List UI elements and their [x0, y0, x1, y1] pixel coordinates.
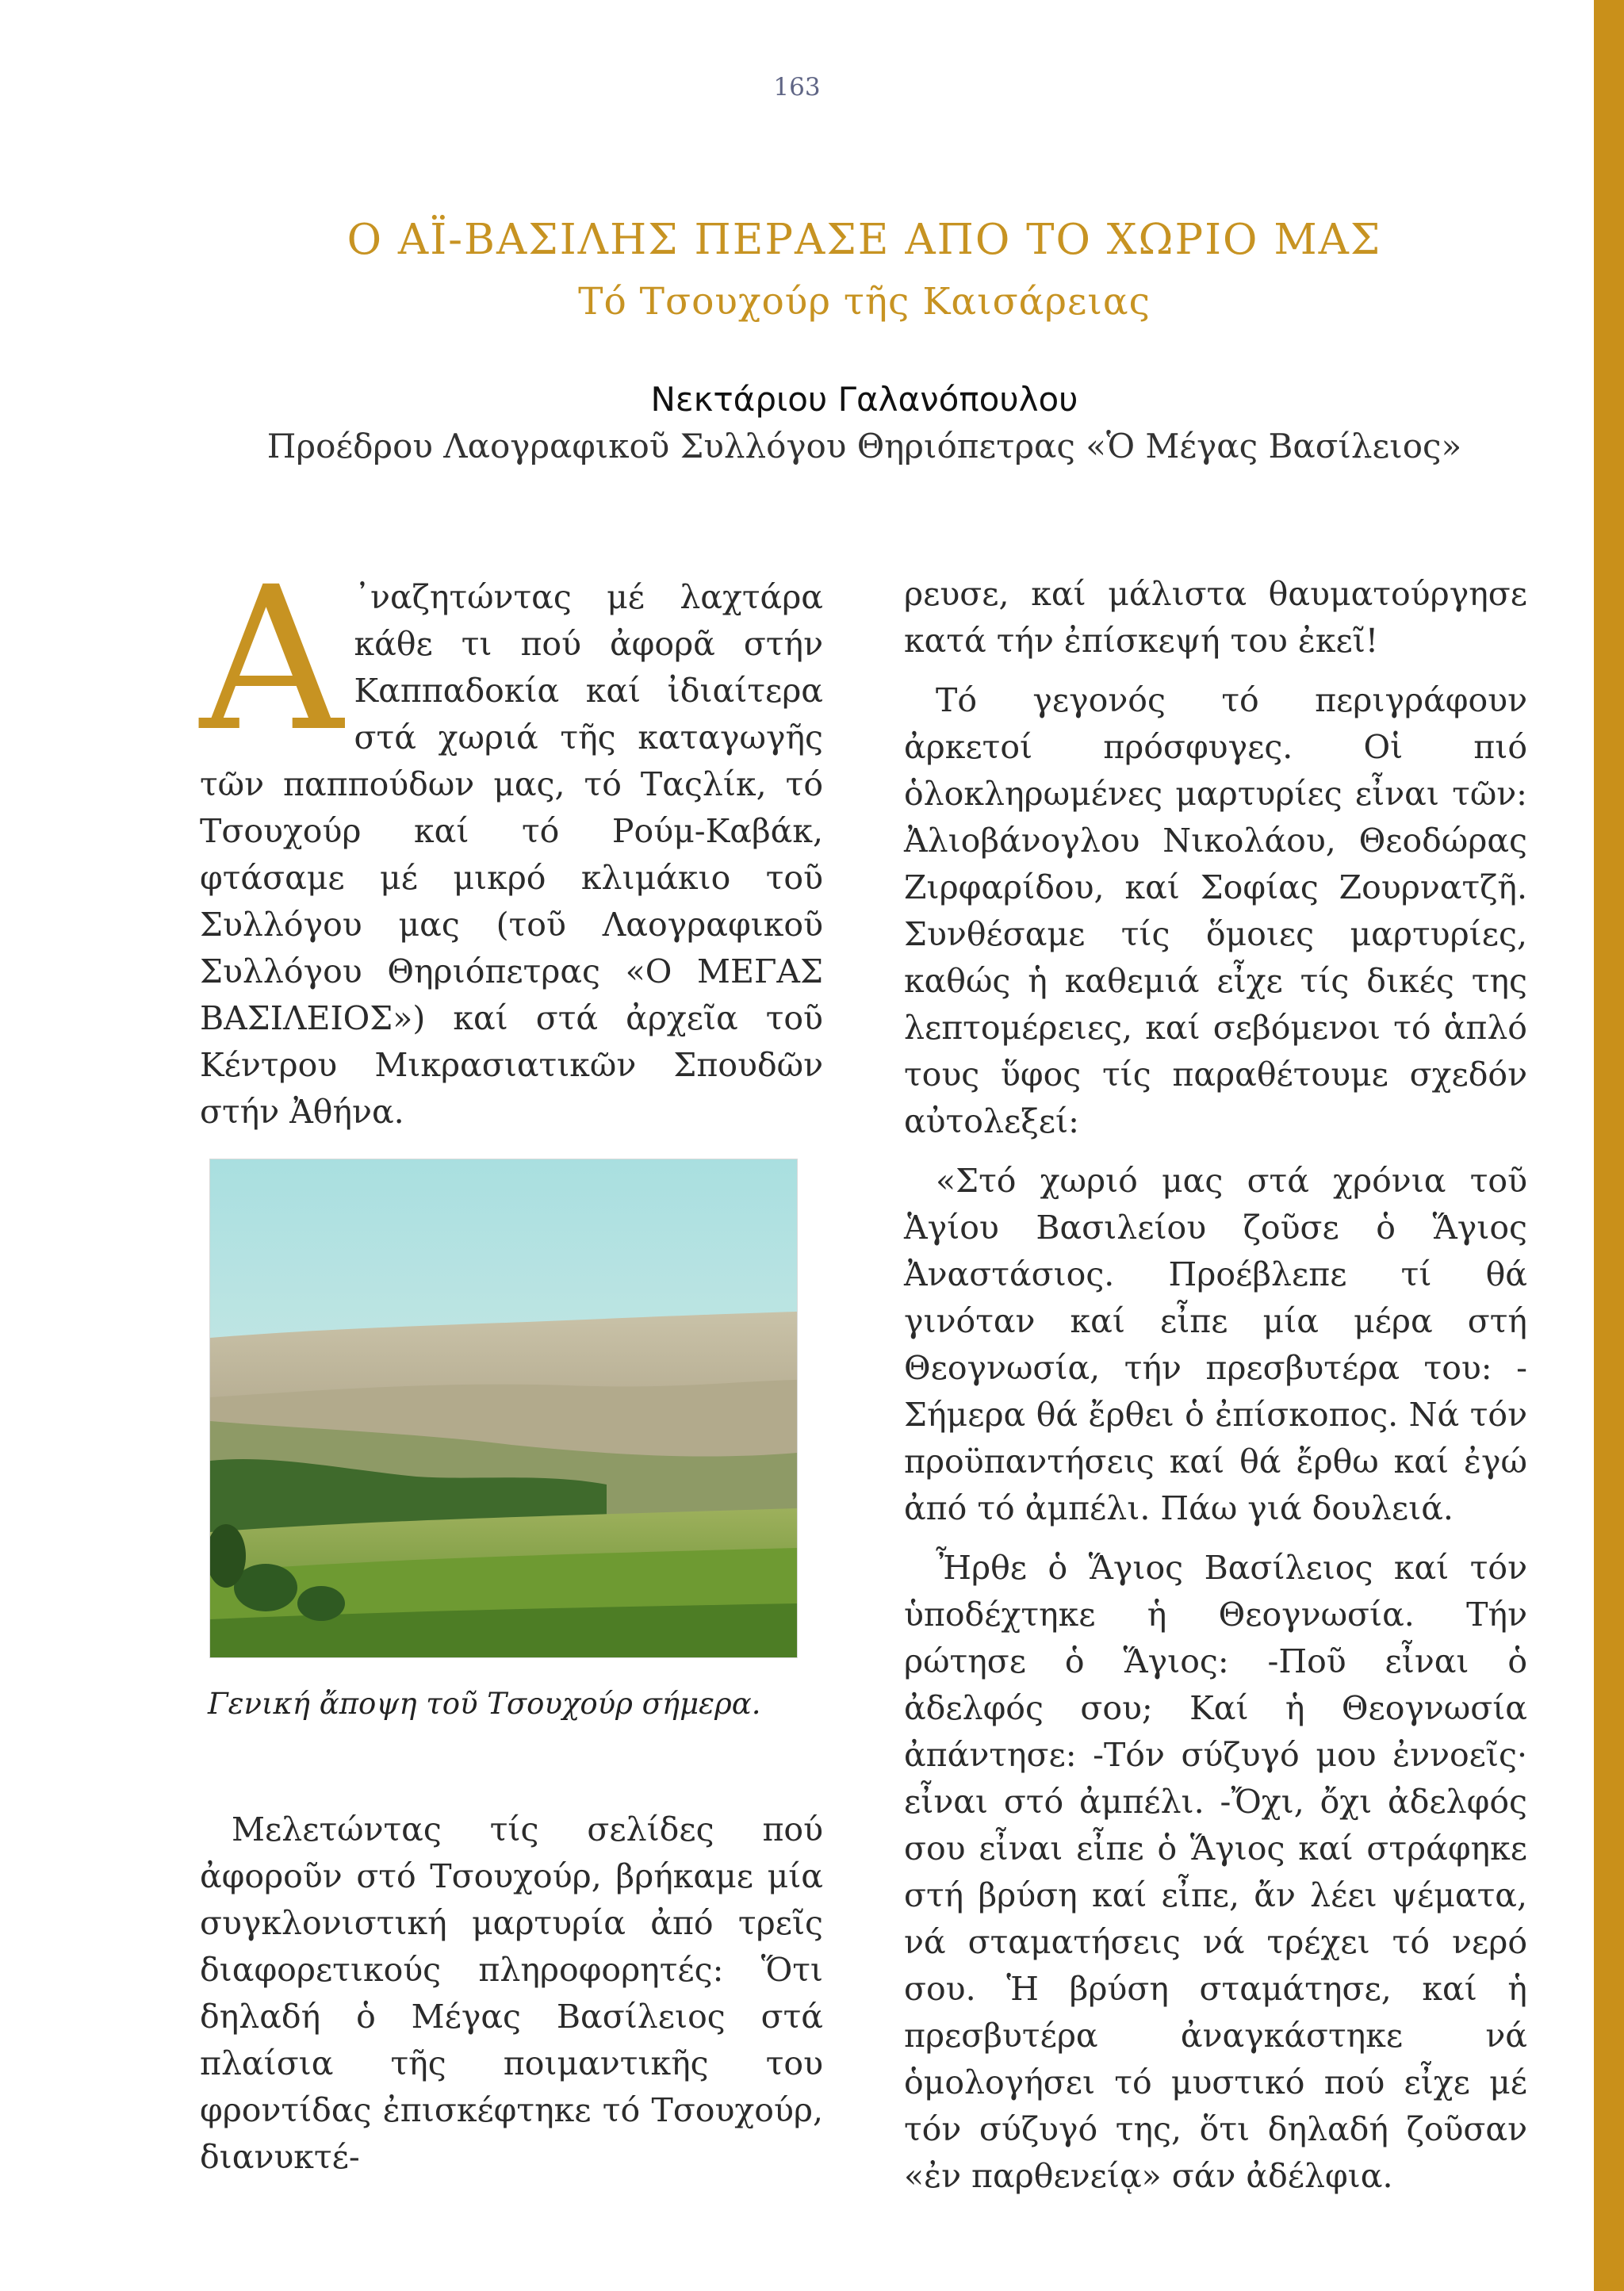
left-column-bottom — [200, 1806, 823, 2193]
body-paragraph: Μελετώντας τίς σελίδες πού ἀφοροῦν στό Τσουχούρ, βρήκαμε μία συγκλονιστική μαρτυρία ἀπό τρεῖς διαφορετικούς πληροφορητές: Ὅτι δηλαδή ὁ Μέγας Βασίλειος στά πλαίσια τῆς ποιμαντικῆς του φροντίδας ἐπισκέφτηκε τό Τσουχούρ, διανυκτέ- — [200, 1810, 823, 2176]
left-column-top — [200, 544, 823, 1148]
intro-paragraph — [200, 544, 823, 1136]
body-paragraph: Τό γεγονός τό περιγράφουν ἀρκετοί πρόσφυγες. Οἱ πιό ὁλοκληρωμένες μαρτυρίες εἶναι τῶν: Ἀλιοβάνογλου Νικολάου, Θεοδώρας Ζιρφαρίδου, καί Σοφίας Ζουρνατζῆ. Συνθέσαμε τίς ὅμοιες μαρτυρίες, καθώς ἡ καθεμιά εἶχε τίς δικές της λεπτομέρειες, καί σεβόμενοι τό ἁπλό τους ὕφος τίς παραθέτουμε σχεδόν αὐτολεξεί: — [904, 681, 1527, 1140]
landscape-photo-image — [210, 1159, 797, 1657]
article-subtitle: Τό Τσουχούρ τῆς Καισάρειας — [578, 280, 1151, 324]
author-affiliation: Προέδρου Λαογραφικοῦ Συλλόγου Θηριόπετρας «Ὁ Μέγας Βασίλειος» — [266, 427, 1462, 465]
side-accent-bar — [1594, 0, 1624, 2291]
body-paragraph: Ἦρθε ὁ Ἅγιος Βασίλειος καί τόν ὑποδέχτηκε ἡ Θεογνωσία. Τήν ρώτησε ὁ Ἅγιος: -Ποῦ εἶναι ὁ ἀδελφός σου; Καί ἡ Θεογνωσία ἀπάντησε: -Τόν σύζυγό μου ἐννοεῖς· εἶναι στό ἀμπέλι. -Ὄχι, ὄχι ἀδελφός σου εἶναι εἶπε ὁ Ἅγιος καί στράφηκε στή βρύση καί εἶπε, ἄν λέει ψέματα, νά σταματήσεις νά τρέχει τό νερό σου. Ἡ βρύση σταμάτησε, καί ἡ πρεσβυτέρα ἀναγκάστηκε νά ὁμολογήσει τό μυστικό πού εἶχε μέ τόν σύζυγό της, ὅτι δηλαδή ζοῦσαν «ἐν παρθενείᾳ» σάν ἀδέλφια. — [904, 1549, 1527, 2195]
photo-caption: Γενική ἄποψη τοῦ Τσουχούρ σήμερα. — [208, 1687, 761, 1721]
body-paragraph: «Στό χωριό μας στά χρόνια τοῦ Ἁγίου Βασιλείου ζοῦσε ὁ Ἅγιος Ἀναστάσιος. Προέβλεπε τί θά γινόταν καί εἶπε μία μέρα στή Θεογνωσία, τήν πρεσβυτέρα του: - Σήμερα θά ἔρθει ὁ ἐπίσκοπος. Νά τόν προϋπαντήσεις καί θά ἔρθω καί ἐγώ ἀπό τό ἀμπέλι. Πάω γιά δουλειά. — [904, 1162, 1527, 1527]
drop-cap: Α — [200, 544, 343, 775]
body-paragraph: ρευσε, καί μάλιστα θαυματούργησε κατά τήν ἐπίσκεψή του ἐκεῖ! — [904, 575, 1527, 660]
author-name: Νεκτάριου Γαλανόπουλου — [650, 380, 1078, 419]
intro-paragraph-text: ᾽ναζητώντας μέ λαχτάρα κάθε τι πού ἀφορᾶ στήν Καππαδοκία καί ἰδιαίτερα στά χωριά τῆς καταγωγῆς τῶν παππούδων μας, τό Ταςλίκ, τό Τσουχούρ καί τό Ρούμ-Καβάκ, φτάσαμε μέ μικρό κλιμάκιο τοῦ Συλλόγου μας (τοῦ Λαογραφικοῦ Συλλόγου Θηριόπετρας «Ο ΜΕΓΑΣ ΒΑΣΙΛΕΙΟΣ») καί στά ἀρχεῖα τοῦ Κέντρου Μικρασιατικῶν Σπουδῶν στήν Ἀθήνα. — [200, 578, 823, 1131]
article-title: Ο ΑΪ-ΒΑΣΙΛΗΣ ΠΕΡΑΣΕ ΑΠΟ ΤΟ ΧΩΡΙΟ ΜΑΣ — [347, 216, 1382, 264]
landscape-photo — [209, 1159, 798, 1658]
right-column — [904, 571, 1527, 2212]
page-number: 163 — [773, 73, 821, 102]
